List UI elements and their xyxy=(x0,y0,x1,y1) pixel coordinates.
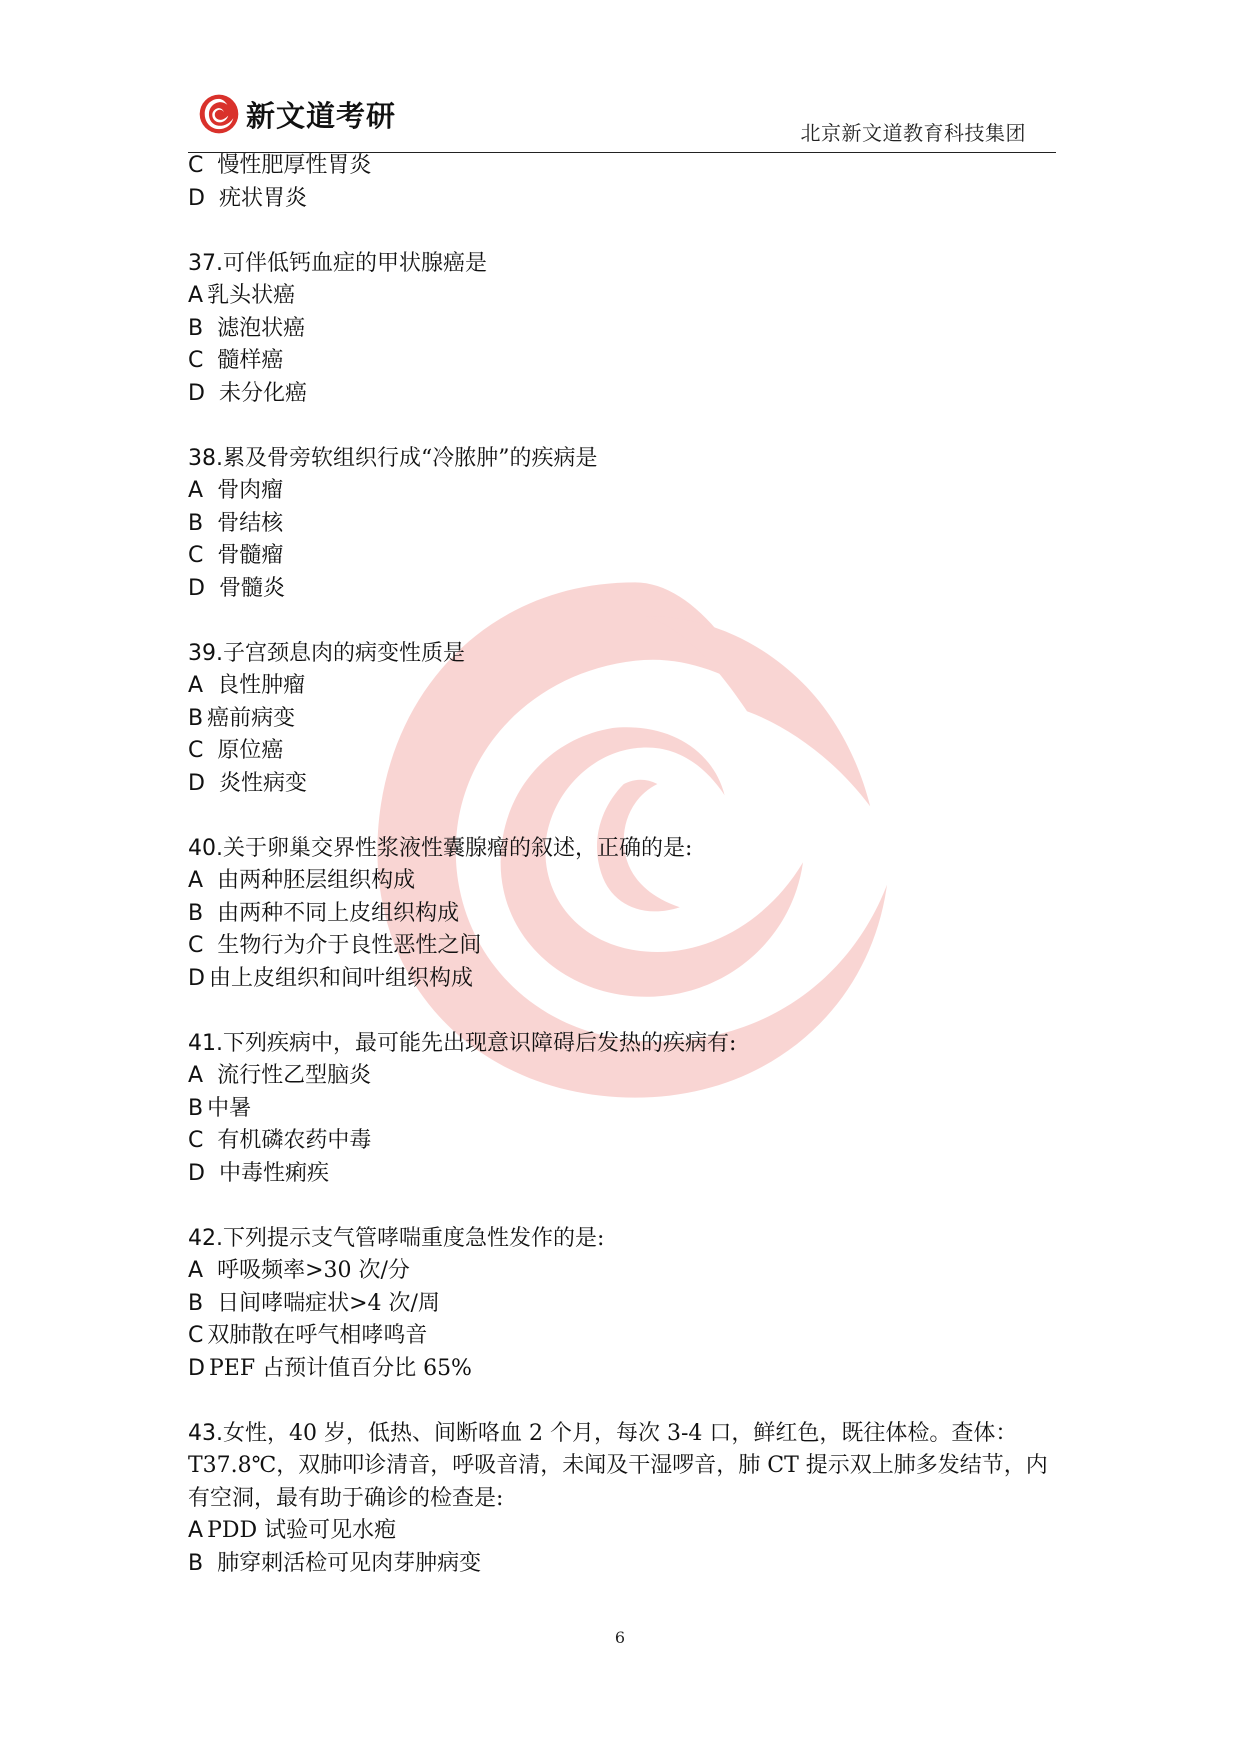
answer-option xyxy=(188,735,1058,768)
option-letter: C xyxy=(188,348,204,373)
option-text: 骨肉瘤 xyxy=(217,478,284,503)
option-text: 癌前病变 xyxy=(207,705,296,731)
question-text: 关于卵巢交界性浆液性囊腺瘤的叙述，正确的是: xyxy=(223,835,693,861)
option-letter: C xyxy=(188,543,204,568)
blank-line xyxy=(188,410,1058,443)
option-text: 肺穿刺活检可见肉芽肿病变 xyxy=(217,1550,482,1576)
option-letter: A xyxy=(188,283,204,308)
question-text: 子宫颈息肉的病变性质是 xyxy=(223,640,466,666)
option-letter: D xyxy=(188,965,205,991)
question-paragraph xyxy=(188,1418,1058,1516)
answer-option xyxy=(188,703,1058,736)
option-text: 生物行为介于良性恶性之间 xyxy=(217,933,482,958)
answer-option xyxy=(188,1125,1058,1158)
option-text: 骨髓瘤 xyxy=(217,543,284,568)
answer-option xyxy=(188,345,1058,378)
option-text: 由两种胚层组织构成 xyxy=(217,868,416,893)
page-header xyxy=(188,86,1056,153)
option-letter: C xyxy=(188,933,204,958)
answer-option xyxy=(188,1093,1058,1126)
answer-option xyxy=(188,1515,1058,1548)
answer-option xyxy=(188,1288,1058,1321)
question-text: 下列提示支气管哮喘重度急性发作的是: xyxy=(223,1225,605,1251)
option-text: 乳头状癌 xyxy=(207,283,296,308)
answer-option xyxy=(188,313,1058,346)
answer-option xyxy=(188,475,1058,508)
option-letter: C xyxy=(188,1323,204,1348)
question-stem xyxy=(188,1028,1058,1061)
question-number: 38. xyxy=(188,445,223,471)
option-text: 良性肿瘤 xyxy=(217,673,306,698)
answer-option xyxy=(188,768,1058,801)
option-letter: B xyxy=(188,1550,204,1576)
option-text: 未分化癌 xyxy=(218,380,307,406)
answer-option xyxy=(188,540,1058,573)
option-letter: B xyxy=(188,315,204,341)
option-text: 原位癌 xyxy=(217,738,284,763)
answer-option xyxy=(188,1158,1058,1191)
blank-line xyxy=(188,1190,1058,1223)
answer-option xyxy=(188,898,1058,931)
option-letter: B xyxy=(188,1290,204,1316)
option-letter: D xyxy=(188,1160,205,1186)
option-letter: A xyxy=(188,1518,204,1543)
question-stem xyxy=(188,248,1058,281)
blank-line xyxy=(188,995,1058,1028)
answer-option xyxy=(188,1548,1058,1581)
option-text: 中暑 xyxy=(207,1095,252,1121)
option-letter: D xyxy=(188,185,205,211)
option-letter: B xyxy=(188,900,204,926)
question-number: 37. xyxy=(188,250,223,276)
brand-logo xyxy=(198,90,396,138)
option-text: 慢性肥厚性胃炎 xyxy=(217,153,372,178)
answer-option xyxy=(188,865,1058,898)
question-stem xyxy=(188,833,1058,866)
option-text: 由两种不同上皮组织构成 xyxy=(217,900,460,926)
answer-option xyxy=(188,1060,1058,1093)
answer-option xyxy=(188,1353,1058,1386)
answer-option xyxy=(188,378,1058,411)
blank-line xyxy=(188,605,1058,638)
answer-option xyxy=(188,150,1058,183)
option-letter: D xyxy=(188,1355,205,1381)
question-stem xyxy=(188,638,1058,671)
blank-line xyxy=(188,215,1058,248)
question-stem xyxy=(188,443,1058,476)
option-text: 中毒性痢疾 xyxy=(218,1160,329,1186)
question-text: 累及骨旁软组织行成“冷脓肿”的疾病是 xyxy=(223,445,598,471)
option-letter: D xyxy=(188,770,205,796)
option-text: 由上皮组织和间叶组织构成 xyxy=(208,965,473,991)
option-letter: D xyxy=(188,575,205,601)
question-list xyxy=(188,150,1058,1580)
option-text: 流行性乙型脑炎 xyxy=(217,1063,372,1088)
answer-option xyxy=(188,183,1058,216)
question-text: 下列疾病中，最可能先出现意识障碍后发热的疾病有: xyxy=(223,1030,737,1056)
option-text: 骨结核 xyxy=(217,510,284,536)
option-letter: B xyxy=(188,705,204,731)
logo-text: 新文道考研 xyxy=(246,98,397,133)
option-text: PEF 占预计值百分比 65% xyxy=(208,1355,472,1381)
blank-line xyxy=(188,800,1058,833)
question-number: 40. xyxy=(188,835,223,861)
option-text: 滤泡状癌 xyxy=(217,315,306,341)
option-text: 炎性病变 xyxy=(218,770,307,796)
question-text: 女性，40 岁，低热、间断咯血 2 个月，每次 3-4 口，鲜红色，既往体检。查体：T37.8℃，双肺叩诊清音，呼吸音清，未闻及干湿啰音，肺 CT 提示双上肺多发结节，内有空洞，最有助于确诊的检查是: xyxy=(188,1420,1048,1511)
answer-option xyxy=(188,930,1058,963)
option-text: 疣状胃炎 xyxy=(218,185,307,211)
option-text: 双肺散在呼气相哮鸣音 xyxy=(207,1323,428,1348)
question-number: 41. xyxy=(188,1030,223,1056)
option-letter: A xyxy=(188,1258,204,1283)
option-letter: C xyxy=(188,738,204,763)
option-text: 骨髓炎 xyxy=(218,575,285,601)
option-letter: B xyxy=(188,510,204,536)
option-text: PDD 试验可见水疱 xyxy=(207,1518,397,1543)
answer-option xyxy=(188,508,1058,541)
option-text: 呼吸频率>30 次/分 xyxy=(217,1258,410,1283)
answer-option xyxy=(188,280,1058,313)
option-letter: B xyxy=(188,1095,204,1121)
option-text: 有机磷农药中毒 xyxy=(217,1128,372,1153)
phoenix-logo-icon xyxy=(198,93,240,135)
option-letter: C xyxy=(188,1128,204,1153)
answer-option xyxy=(188,1320,1058,1353)
option-text: 髓样癌 xyxy=(217,348,284,373)
answer-option xyxy=(188,670,1058,703)
question-text: 可伴低钙血症的甲状腺癌是 xyxy=(223,250,488,276)
option-letter: A xyxy=(188,673,204,698)
question-number: 42. xyxy=(188,1225,223,1251)
answer-option xyxy=(188,1255,1058,1288)
option-letter: A xyxy=(188,1063,204,1088)
company-name: 北京新文道教育科技集团 xyxy=(800,121,1026,145)
answer-option xyxy=(188,963,1058,996)
page-number: 6 xyxy=(614,1628,626,1647)
option-letter: C xyxy=(188,153,204,178)
blank-line xyxy=(188,1385,1058,1418)
option-letter: D xyxy=(188,380,205,406)
option-text: 日间哮喘症状>4 次/周 xyxy=(217,1290,440,1316)
option-letter: A xyxy=(188,478,204,503)
option-letter: A xyxy=(188,868,204,893)
question-stem xyxy=(188,1223,1058,1256)
answer-option xyxy=(188,573,1058,606)
question-number: 39. xyxy=(188,640,223,666)
question-number: 43. xyxy=(188,1420,223,1446)
